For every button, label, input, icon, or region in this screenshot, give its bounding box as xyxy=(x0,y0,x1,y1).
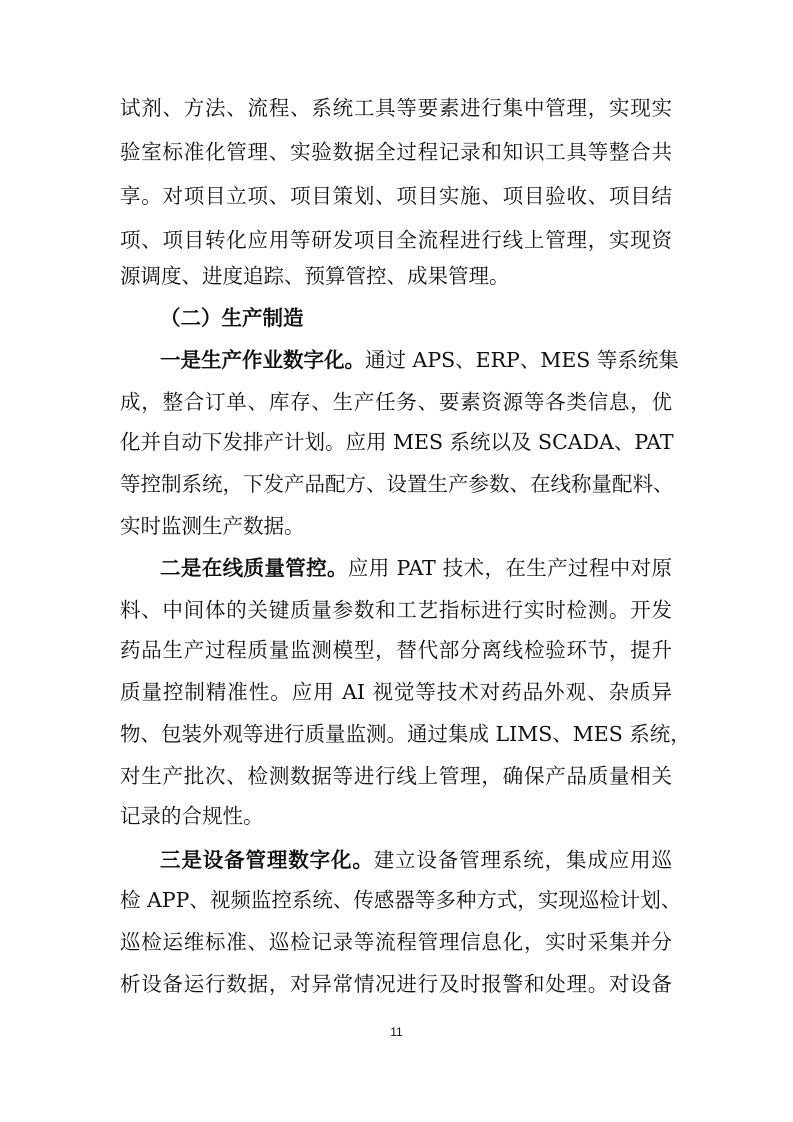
paragraph-line: 试剂、方法、流程、系统工具等要素进行集中管理，实现实 xyxy=(120,96,672,120)
paragraph-text: 通过 APS、ERP、MES 等系统集 xyxy=(365,348,679,372)
paragraph-line: 析设备运行数据，对异常情况进行及时报警和处理。对设备 xyxy=(120,972,672,996)
paragraph-line: 对生产批次、检测数据等进行线上管理，确保产品质量相关 xyxy=(120,764,672,788)
paragraph-line: 享。对项目立项、项目策划、项目实施、项目验收、项目结 xyxy=(120,184,672,208)
paragraph-text: 建立设备管理系统，集成应用巡 xyxy=(373,848,673,872)
paragraph-line: 源调度、进度追踪、预算管控、成果管理。 xyxy=(120,264,510,288)
paragraph-line xyxy=(160,346,679,374)
paragraph-line: 实时监测生产数据。 xyxy=(120,514,305,538)
paragraph-line: 项、项目转化应用等研发项目全流程进行线上管理，实现资 xyxy=(120,228,672,252)
paragraph-line: 物、包装外观等进行质量监测。通过集成 LIMS、MES 系统， xyxy=(120,722,691,746)
paragraph-text: 应用 PAT 技术，在生产过程中对原 xyxy=(347,556,672,580)
paragraph-line: 巡检运维标准、巡检记录等流程管理信息化，实时采集并分 xyxy=(120,930,672,954)
page-number: 11 xyxy=(390,1025,403,1039)
paragraph-line: 质量控制精准性。应用 AI 视觉等技术对药品外观、杂质异 xyxy=(120,680,672,704)
paragraph-lead: 一是生产作业数字化。 xyxy=(160,348,365,372)
paragraph-line: 药品生产过程质量监测模型，替代部分离线检验环节，提升 xyxy=(120,638,672,662)
section-heading: （二）生产制造 xyxy=(160,306,304,330)
paragraph-line: 化并自动下发排产计划。应用 MES 系统以及 SCADA、PAT xyxy=(120,430,674,454)
paragraph-lead: 二是在线质量管控。 xyxy=(160,556,348,580)
paragraph-line: 成，整合订单、库存、生产任务、要素资源等各类信息，优 xyxy=(120,390,672,414)
paragraph-line xyxy=(160,846,672,874)
paragraph-line: 记录的合规性。 xyxy=(120,804,264,828)
paragraph-line: 料、中间体的关键质量参数和工艺指标进行实时检测。开发 xyxy=(120,598,672,622)
paragraph-lead: 三是设备管理数字化。 xyxy=(160,848,374,872)
paragraph-line: 等控制系统，下发产品配方、设置生产参数、在线称量配料、 xyxy=(120,472,674,496)
paragraph-line: 检 APP、视频监控系统、传感器等多种方式，实现巡检计划、 xyxy=(120,888,682,912)
paragraph-line xyxy=(160,554,672,582)
paragraph-line: 验室标准化管理、实验数据全过程记录和知识工具等整合共 xyxy=(120,140,672,164)
